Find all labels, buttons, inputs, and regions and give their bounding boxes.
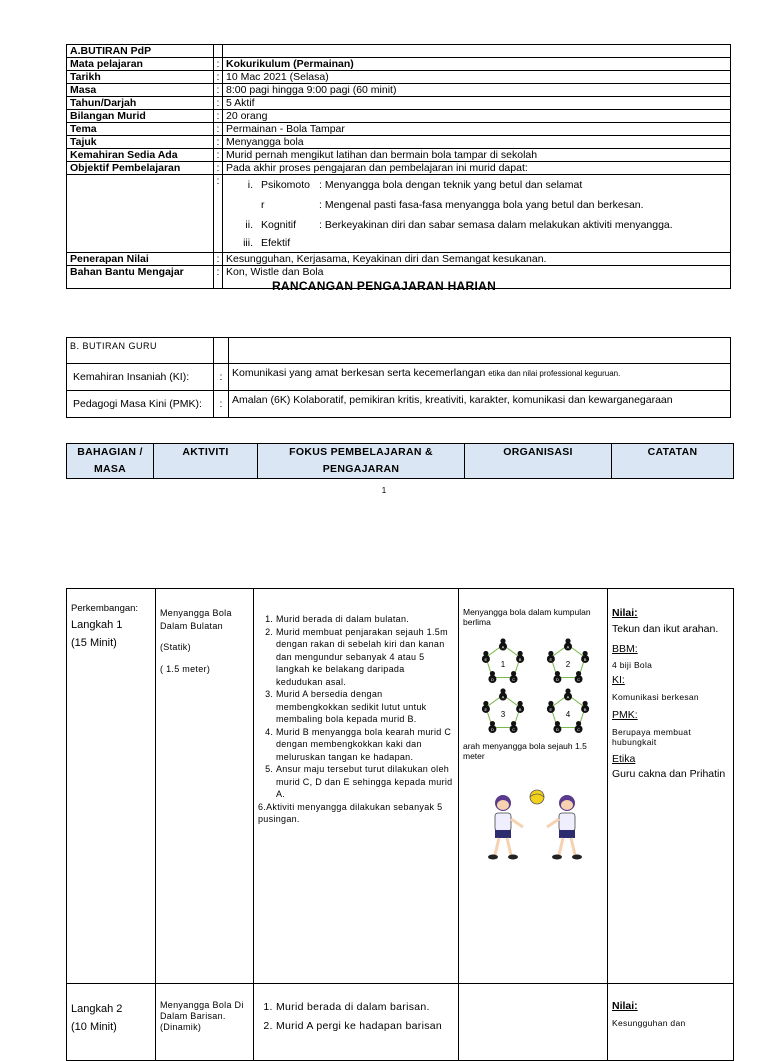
table-row: Kemahiran Insaniah (KI): : Komunikasi yang amat berkesan serta kecemerlangan etika dan nilai professional keguruan. <box>67 364 731 391</box>
player-letter: E <box>549 706 553 712</box>
row-label: Penerapan Nilai <box>67 253 214 266</box>
player-letter: D <box>490 677 494 683</box>
row-label: Kemahiran Sedia Ada <box>67 149 214 162</box>
objective-item: iii. Efektif <box>243 237 291 249</box>
row-value: 10 Mac 2021 (Selasa) <box>223 71 731 84</box>
player-letter: C <box>577 677 581 683</box>
player-letter: D <box>490 727 494 733</box>
butiran-guru-table <box>66 337 731 418</box>
column-header: AKTIVITI <box>154 444 258 479</box>
row-label: Masa <box>67 84 214 97</box>
objective-item: i. Psikomoto : Menyangga bola dengan teknik yang betul dan selamat <box>247 179 583 191</box>
player-letter: B <box>583 706 587 712</box>
player-letter: E <box>549 656 553 662</box>
organisation-cell <box>459 984 608 1061</box>
table-row: Masa : 8:00 pagi hingga 9:00 pagi (60 minit) <box>67 84 731 97</box>
player-letter: E <box>484 706 488 712</box>
player-letter: D <box>555 677 559 683</box>
list-item: 3. Murid A bersedia dengan membengkokkan sedikit lutut untuk membaling bola kepada murid B. <box>276 688 454 726</box>
row-value: Kokurikulum (Permainan) <box>223 58 731 71</box>
row-label: Tema <box>67 123 214 136</box>
table-row: Kemahiran Sedia Ada : Murid pernah mengikut latihan dan bermain bola tampar di sekolah <box>67 149 731 162</box>
row-value: Amalan (6K) Kolaboratif, pemikiran kritis, kreativiti, karakter, komunikasi dan kewarganegaraan <box>229 391 731 418</box>
row-value: Kon, Wistle dan Bola <box>223 266 731 289</box>
list-item: 4. Murid B menyangga bola kearah murid C dengan membengkokkan kaki dan meluruskan tangan ke hadapan. <box>276 726 454 764</box>
table-row: Tajuk : Menyangga bola <box>67 136 731 149</box>
player-letter: A <box>501 644 505 650</box>
table-row: Tarikh : 10 Mac 2021 (Selasa) <box>67 71 731 84</box>
group-number: 2 <box>565 660 571 669</box>
page-title: RANCANGAN PENGAJARAN HARIAN <box>271 279 497 293</box>
table-row: Bilangan Murid : 20 orang <box>67 110 731 123</box>
player-letter: C <box>512 677 516 683</box>
steps-list <box>258 613 454 801</box>
lesson-table <box>66 588 734 1061</box>
table-row: Penerapan Nilai : Kesungguhan, Kerjasama, Keyakinan diri dan Semangat kesukanan. <box>67 253 731 266</box>
row-label: Pedagogi Masa Kini (PMK): <box>67 391 214 418</box>
table-row: Tahun/Darjah : 5 Aktif <box>67 97 731 110</box>
table-row: Tema : Permainan - Bola Tampar <box>67 123 731 136</box>
player-letter: E <box>484 656 488 662</box>
list-item: 6.Aktiviti menyangga dilakukan sebanyak 5 pusingan. <box>258 801 443 824</box>
lesson-table-header <box>66 443 734 479</box>
group-number: 4 <box>565 710 571 719</box>
column-header: ORGANISASI <box>465 444 612 479</box>
row-value: Permainan - Bola Tampar <box>223 123 731 136</box>
group-formation-diagram <box>463 635 598 735</box>
row-value: Pada akhir proses pengajaran dan pembelajaran ini murid dapat: <box>223 162 731 175</box>
focus-cell <box>254 589 459 984</box>
page-number: 1 <box>381 486 387 495</box>
list-item: 2. Murid membuat penjarakan sejauh 1.5m dengan rakan di sebelah kiri dan kanan dan mengundur sebanyak 4 atau 5 langkah ke belakang daripada kedudukan asal. <box>276 626 454 689</box>
row-value: Menyangga bola <box>223 136 731 149</box>
player-letter: C <box>512 727 516 733</box>
list-item: 1. Murid berada di dalam barisan. <box>276 998 454 1017</box>
section-heading: A.BUTIRAN PdP <box>67 45 214 58</box>
notes-cell: Nilai: Kesungguhan dan <box>608 984 734 1061</box>
row-label: Tarikh <box>67 71 214 84</box>
row-label: Mata pelajaran <box>67 58 214 71</box>
table-row <box>67 444 734 479</box>
row-label: Kemahiran Insaniah (KI): <box>67 364 214 391</box>
row-value: Komunikasi yang amat berkesan serta kecemerlangan etika dan nilai professional keguruan. <box>229 364 731 391</box>
row-label: Tajuk <box>67 136 214 149</box>
row-value: 5 Aktif <box>223 97 731 110</box>
objectives-row: : i. Psikomoto : Menyangga bola dengan teknik yang betul dan selamat r : Mengenal pasti fasa-fasa menyangga bola yang betul dan berkesan. ii. Kognitif : Berkeyakinan diri dan sabar semasa dalam melakukan aktiviti menyangga. iii. Efektif <box>67 175 731 253</box>
section-cell: Langkah 2 (10 Minit) <box>67 984 156 1061</box>
row-value: 8:00 pagi hingga 9:00 pagi (60 minit) <box>223 84 731 97</box>
column-header: FOKUS PEMBELAJARAN & PENGAJARAN <box>258 444 465 479</box>
activity-cell: Menyangga Bola Dalam Bulatan (Statik) ( 1.5 meter) <box>156 589 254 984</box>
row-value: Murid pernah mengikut latihan dan bermain bola tampar di sekolah <box>223 149 731 162</box>
organisation-cell: Menyangga bola dalam kumpulan berlima A B C D E 1 A B C D E 2 A B C D E 3 A B C D E 4 arah menyangga bola sejauh 1.5 meter <box>459 589 608 984</box>
table-row: Objektif Pembelajaran : Pada akhir proses pengajaran dan pembelajaran ini murid dapat: <box>67 162 731 175</box>
player-letter: B <box>583 656 587 662</box>
group-number: 3 <box>500 710 506 719</box>
row-value: 20 orang <box>223 110 731 123</box>
section-cell: Perkembangan: Langkah 1 (15 Minit) <box>67 589 156 984</box>
steps-list <box>258 998 454 1036</box>
player-letter: B <box>518 656 522 662</box>
table-row: Mata pelajaran : Kokurikulum (Permainan) <box>67 58 731 71</box>
table-row <box>67 589 734 984</box>
group-number: 1 <box>500 660 506 669</box>
column-header: CATATAN <box>612 444 734 479</box>
table-row <box>67 984 734 1061</box>
focus-cell <box>254 984 459 1061</box>
objective-item: ii. Kognitif : Berkeyakinan diri dan sabar semasa dalam melakukan aktiviti menyangga. <box>245 219 673 231</box>
row-label: Bilangan Murid <box>67 110 214 123</box>
row-label: Tahun/Darjah <box>67 97 214 110</box>
player-letter: A <box>501 694 505 700</box>
player-letter: A <box>566 644 570 650</box>
row-label: Objektif Pembelajaran <box>67 162 214 175</box>
player-letter: D <box>555 727 559 733</box>
activity-cell: Menyangga Bola Di Dalam Barisan. (Dinamik) <box>156 984 254 1061</box>
table-row: Bahan Bantu Mengajar : Kon, Wistle dan Bola <box>67 266 731 289</box>
player-letter: C <box>577 727 581 733</box>
row-value: Kesungguhan, Kerjasama, Keyakinan diri dan Semangat kesukanan. <box>223 253 731 266</box>
table-row <box>67 338 731 364</box>
table-row: Pedagogi Masa Kini (PMK): : Amalan (6K) Kolaboratif, pemikiran kritis, kreativiti, karakter, komunikasi dan kewarganegaraan <box>67 391 731 418</box>
section-heading: B. BUTIRAN GURU <box>67 338 214 364</box>
notes-cell: Nilai: Tekun dan ikut arahan. BBM: 4 biji Bola KI: Komunikasi berkesan PMK: Berupaya membuat hubungkait Etika Guru cakna dan Prihatin <box>608 589 734 984</box>
butiran-pdp-table <box>66 44 731 289</box>
player-letter: B <box>518 706 522 712</box>
players-illustration <box>475 783 595 863</box>
list-item: 2. Murid A pergi ke hadapan barisan <box>276 1017 454 1036</box>
list-item: 1. Murid berada di dalam bulatan. <box>276 613 454 626</box>
list-item: 5. Ansur maju tersebut turut dilakukan oleh murid C, D dan E sehingga kepada murid A. <box>276 763 454 801</box>
table-row <box>67 45 731 58</box>
row-label: Bahan Bantu Mengajar <box>67 266 214 289</box>
objectives-list <box>223 175 731 253</box>
player-letter: A <box>566 694 570 700</box>
column-header: BAHAGIAN / MASA <box>67 444 154 479</box>
objective-item: r : Mengenal pasti fasa-fasa menyangga bola yang betul dan berkesan. <box>261 199 644 211</box>
